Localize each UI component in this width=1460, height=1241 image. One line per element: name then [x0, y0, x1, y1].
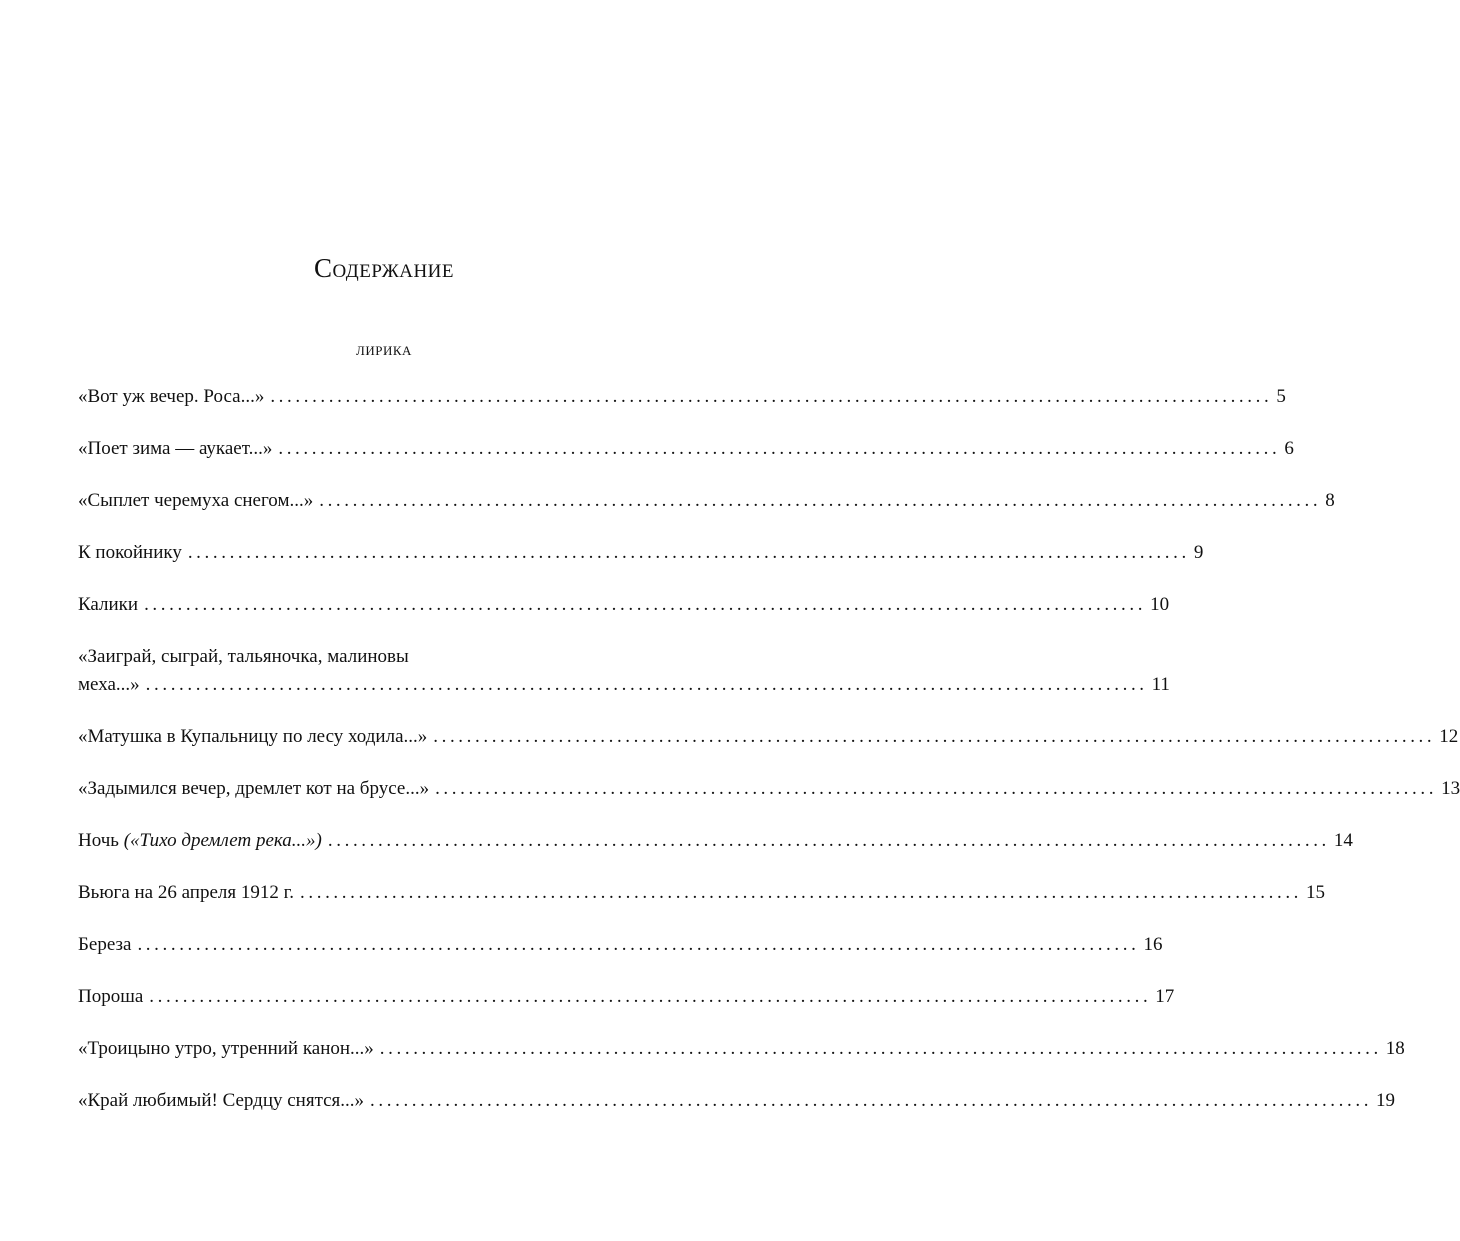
toc-entry [78, 983, 1175, 1011]
toc-entry [78, 723, 1459, 751]
toc-entry [78, 827, 1353, 855]
toc-entry-title: «Поет зима — аукает...» [78, 438, 273, 459]
toc-entry-title: «Вот уж вечер. Роса...» [78, 386, 265, 407]
toc-entry-page: 6 [1284, 438, 1294, 459]
toc-leader-dots: ........................................................................................................................ [144, 594, 1147, 615]
toc-entry-page: 10 [1150, 594, 1170, 615]
toc-entry-title: «Задымился вечер, дремлет кот на брусе...» [78, 778, 430, 799]
toc-leader-dots: ........................................................................................................................ [435, 778, 1438, 799]
toc-entry-page: 14 [1333, 830, 1353, 851]
toc-entry-subtitle: («Тихо дремлет река...») [123, 830, 322, 851]
toc-entry [78, 775, 1460, 803]
toc-leader-dots: ........................................................................................................................ [145, 674, 1148, 695]
toc-entry [78, 487, 1335, 515]
toc-entry-title: Калики [78, 594, 139, 615]
toc-entry-title: Пороша [78, 986, 144, 1007]
table-of-contents [78, 383, 1460, 1139]
toc-leader-dots: ........................................................................................................................ [270, 386, 1273, 407]
toc-leader-dots: ........................................................................................................................ [300, 882, 1303, 903]
toc-leader-dots: ........................................................................................................................ [137, 934, 1140, 955]
toc-entry-page: 19 [1376, 1090, 1396, 1111]
section-title: лирика [356, 339, 412, 360]
toc-leader-dots: ........................................................................................................................ [319, 490, 1322, 511]
toc-entry [78, 591, 1170, 619]
toc-entry-title: «Матушка в Купальницу по лесу ходила...» [78, 726, 428, 747]
toc-entry-page: 8 [1325, 490, 1335, 511]
toc-entry-page: 5 [1276, 386, 1286, 407]
toc-entry [78, 1035, 1405, 1063]
toc-entry-page: 9 [1193, 542, 1204, 563]
toc-entry [78, 539, 1204, 567]
toc-entry-page: 11 [1151, 674, 1170, 695]
toc-entry-page: 12 [1439, 726, 1459, 747]
toc-entry-title: К покойнику [78, 542, 182, 563]
toc-entry-page: 16 [1143, 934, 1163, 955]
toc-entry [78, 879, 1326, 907]
toc-entry-title: «Троицыно утро, утренний канон...» [78, 1038, 374, 1059]
toc-entry [78, 383, 1286, 411]
toc-entry-title: Вьюга на 26 апреля 1912 г. [78, 882, 295, 903]
toc-entry-title: «Край любимый! Сердцу снятся...» [78, 1090, 365, 1111]
toc-leader-dots: ........................................................................................................................ [278, 438, 1281, 459]
toc-entry [78, 643, 1170, 699]
toc-entry-title: Ночь [78, 830, 119, 851]
toc-entry-title: Береза [78, 934, 132, 955]
toc-entry-title-line1: «Заиграй, сыграй, тальяночка, малиновы [78, 646, 409, 667]
toc-entry-title-wrap [78, 827, 322, 855]
toc-entry-title: «Сыплет черемуха снегом...» [78, 490, 314, 511]
toc-entry-page: 18 [1385, 1038, 1405, 1059]
toc-leader-dots: ........................................................................................................................ [149, 986, 1152, 1007]
toc-entry [78, 1087, 1396, 1115]
toc-entry-page: 17 [1155, 986, 1175, 1007]
toc-entry-title: меха...» [78, 674, 140, 695]
toc-leader-dots: ........................................................................................................................ [370, 1090, 1373, 1111]
page-title: Содержание [313, 253, 455, 283]
toc-leader-dots: ........................................................................................................................ [187, 542, 1190, 563]
toc-entry-page: 13 [1441, 778, 1460, 799]
toc-entry-page: 15 [1306, 882, 1326, 903]
toc-leader-dots: ........................................................................................................................ [327, 830, 1330, 851]
toc-entry [78, 931, 1163, 959]
toc-entry [78, 435, 1294, 463]
toc-leader-dots: ........................................................................................................................ [379, 1038, 1382, 1059]
toc-leader-dots: ........................................................................................................................ [433, 726, 1436, 747]
